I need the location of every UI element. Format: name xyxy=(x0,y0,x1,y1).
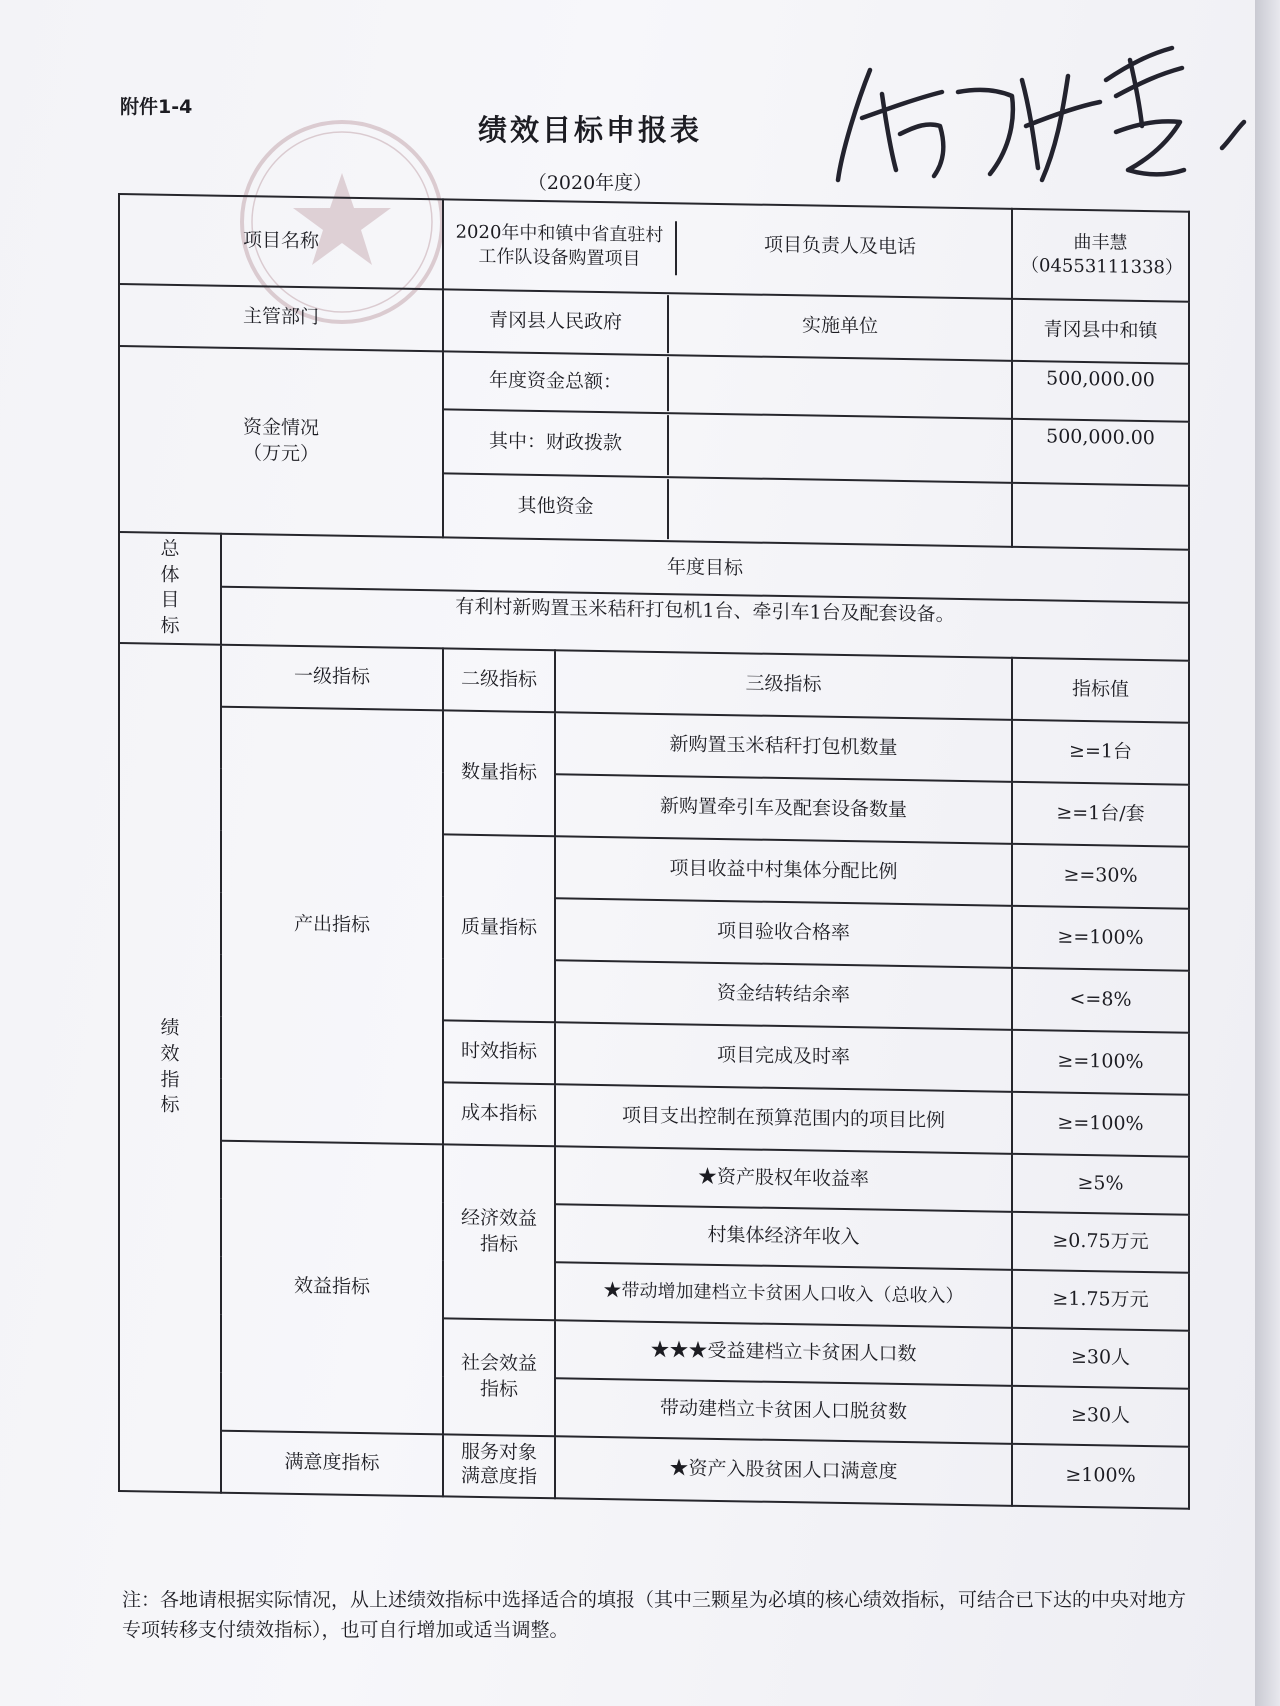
project-leader-label: 项目负责人及电话 xyxy=(675,221,1003,281)
performance-indicator-label-text: 绩效指标 xyxy=(160,1016,180,1117)
indicator-value: ≥100% xyxy=(1012,1443,1189,1508)
indicator-name: 新购置玉米秸秆打包机数量 xyxy=(555,712,1012,782)
indicator-value: <=8% xyxy=(1012,967,1189,1032)
annual-target-header: 年度目标 xyxy=(221,534,1189,603)
overall-target-label-text: 总体目标 xyxy=(160,537,180,637)
satisfaction-sub-label xyxy=(443,1434,555,1498)
indicator-name: 村集体经济年收入 xyxy=(555,1204,1012,1270)
funds-other-label: 其他资金 xyxy=(517,494,594,519)
implementing-unit-value: 青冈县中和镇 xyxy=(1012,299,1189,364)
overall-target-label xyxy=(119,532,221,644)
project-leader-value: 曲丰慧（04553111338） xyxy=(1012,209,1189,302)
quantity-indicator-label: 数量指标 xyxy=(443,710,555,836)
economic-benefit-label xyxy=(443,1144,555,1320)
funds-other-value xyxy=(1012,483,1189,550)
document-title: 绩效目标申报表 xyxy=(477,113,702,147)
level1-header: 一级指标 xyxy=(221,644,443,710)
benefit-indicator-label: 效益指标 xyxy=(221,1140,443,1434)
funds-total-label: 年度资金总额： xyxy=(489,369,623,394)
satisfaction-indicator-label: 满意度指标 xyxy=(221,1430,443,1496)
project-name-label: 项目名称 xyxy=(119,194,443,289)
annual-target-text: 有利村新购置玉米秸秆打包机1台、牵引车1台及配套设备。 xyxy=(221,586,1189,660)
indicator-name: 带动建档立卡贫困人口脱贫数 xyxy=(555,1378,1012,1444)
indicator-name: ★★★受益建档立卡贫困人口数 xyxy=(555,1320,1012,1386)
cost-indicator-label: 成本指标 xyxy=(443,1082,555,1146)
indicator-value: ≥=1台/套 xyxy=(1012,781,1189,846)
funds-fiscal-cell xyxy=(443,409,1012,482)
document-year: （2020年度） xyxy=(527,172,653,194)
indicator-name: ★资产股权年收益率 xyxy=(555,1146,1012,1212)
economic-benefit-label-text: 经济效益指标 xyxy=(461,1206,538,1256)
indicator-value: ≥=1台 xyxy=(1012,719,1189,784)
indicator-value: ≥=30% xyxy=(1012,843,1189,908)
indicator-name: 项目收益中村集体分配比例 xyxy=(555,836,1012,906)
indicator-value: ≥0.75万元 xyxy=(1012,1211,1189,1272)
indicator-value: ≥5% xyxy=(1012,1153,1189,1214)
department-label: 主管部门 xyxy=(119,284,443,351)
value-header: 指标值 xyxy=(1012,657,1189,722)
department-cell xyxy=(443,289,1012,360)
funds-total-cell xyxy=(443,351,1012,418)
funds-fiscal-label: 其中：财政拨款 xyxy=(489,430,623,455)
indicator-name: 资金结转结余率 xyxy=(555,960,1012,1030)
attachment-label: 附件1-4 xyxy=(120,96,193,118)
project-name-text: 2020年中和镇中省直驻村工作队设备购置项目 xyxy=(455,221,664,270)
level2-header: 二级指标 xyxy=(443,648,555,712)
indicator-name: 项目完成及时率 xyxy=(555,1022,1012,1092)
funds-fiscal-value: 500,000.00 xyxy=(1012,419,1189,486)
timeliness-indicator-label: 时效指标 xyxy=(443,1020,555,1084)
footnote: 注：各地请根据实际情况，从上述绩效指标中选择适合的填报（其中三颗星为必填的核心绩效指标，可结合已下达的中央对地方专项转移支付绩效指标），也可自行增加或适当调整。 xyxy=(122,1589,1187,1642)
indicator-name: 项目支出控制在预算范围内的项目比例 xyxy=(555,1084,1012,1154)
project-name-value xyxy=(443,199,1012,298)
implementing-unit-label: 实施单位 xyxy=(667,295,1011,359)
output-indicator-label: 产出指标 xyxy=(221,706,443,1144)
performance-target-form xyxy=(118,193,1190,1509)
indicator-value: ≥1.75万元 xyxy=(1012,1269,1189,1330)
funds-label xyxy=(119,346,443,537)
level3-header: 三级指标 xyxy=(555,650,1012,720)
indicator-name: ★资产入股贫困人口满意度 xyxy=(555,1436,1012,1506)
indicator-name: 项目验收合格率 xyxy=(555,898,1012,968)
satisfaction-sub-label-text: 服务对象满意度指 xyxy=(461,1441,538,1489)
performance-indicator-label xyxy=(119,643,221,1493)
indicator-name: 新购置牵引车及配套设备数量 xyxy=(555,774,1012,844)
indicator-value: ≥=100% xyxy=(1012,905,1189,970)
funds-total-value: 500,000.00 xyxy=(1012,361,1189,422)
quality-indicator-label: 质量指标 xyxy=(443,834,555,1022)
project-name-row xyxy=(119,194,1189,302)
indicator-value: ≥30人 xyxy=(1012,1385,1189,1446)
social-benefit-label xyxy=(443,1318,555,1436)
indicator-name: ★带动增加建档立卡贫困人口收入（总收入） xyxy=(555,1262,1012,1328)
department-value: 青冈县人民政府 xyxy=(489,309,623,334)
social-benefit-label-text: 社会效益指标 xyxy=(461,1351,538,1401)
underlying-page-edge xyxy=(1255,0,1280,1706)
indicator-value: ≥=100% xyxy=(1012,1091,1189,1156)
funds-other-cell xyxy=(443,473,1012,546)
indicator-value: ≥=100% xyxy=(1012,1029,1189,1094)
indicator-value: ≥30人 xyxy=(1012,1327,1189,1388)
funds-label-text: 资金情况 （万元） xyxy=(243,416,320,466)
